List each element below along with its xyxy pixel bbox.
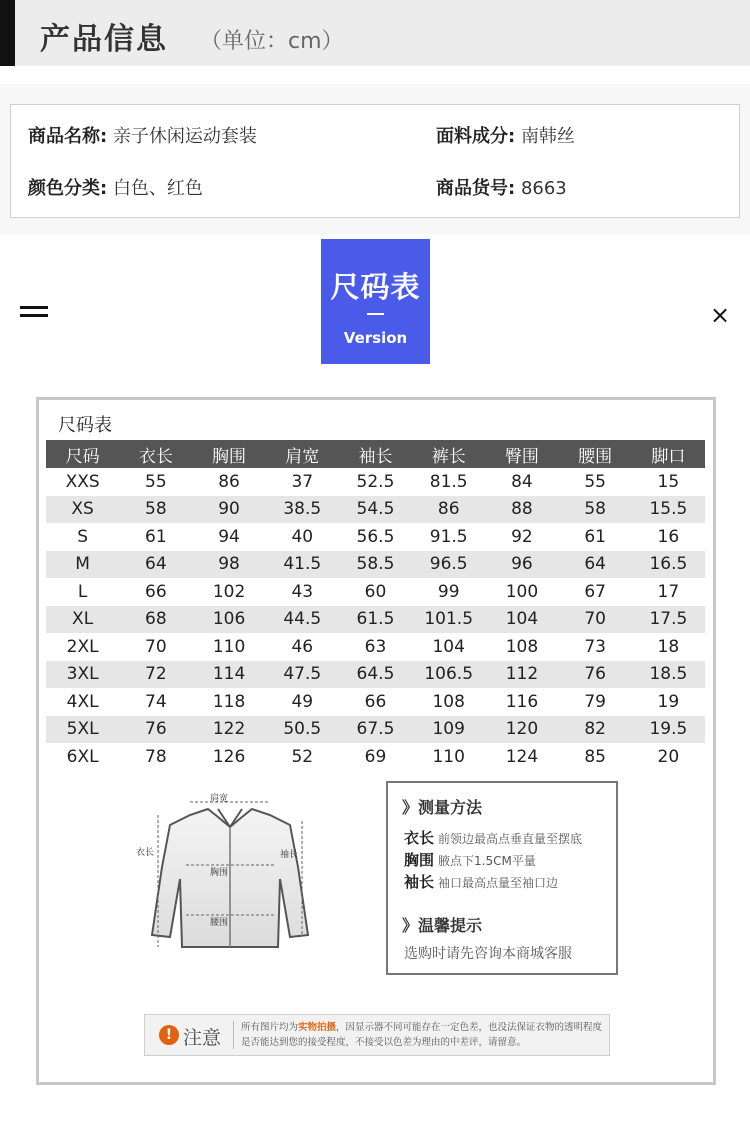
chest-label: 胸围	[210, 868, 229, 878]
table-cell: 114	[192, 661, 265, 689]
table-cell: 58	[119, 496, 192, 524]
notice-text	[241, 1020, 603, 1050]
product-sku-label: 商品货号:	[436, 178, 516, 199]
table-cell: 70	[559, 606, 632, 634]
table-cell: S	[77, 526, 88, 547]
size-table-column-header: 肩宽	[266, 440, 339, 468]
table-cell: 68	[119, 606, 192, 634]
size-table-column-header: 脚口	[632, 440, 705, 468]
table-cell: 81.5	[429, 471, 468, 492]
table-cell: 92	[511, 526, 533, 547]
page-title: 产品信息	[40, 22, 168, 57]
table-cell: 37	[291, 471, 314, 492]
table-cell: 58	[559, 496, 632, 524]
table-cell: 70	[145, 636, 167, 657]
waist-label: 腰围	[210, 918, 229, 928]
table-cell: 15.5	[632, 496, 705, 524]
tips-heading: 》温馨提示	[402, 916, 483, 935]
product-color-value: 白色、红色	[112, 178, 203, 199]
table-cell: 66	[364, 691, 387, 712]
table-cell: 110	[432, 746, 465, 767]
header-accent-bar	[0, 0, 15, 66]
table-cell: 118	[212, 691, 246, 712]
table-cell: 61	[584, 526, 606, 547]
table-cell: 66	[145, 581, 167, 602]
table-cell: 5XL	[46, 716, 119, 744]
table-cell: L	[77, 581, 88, 602]
table-cell: 19	[657, 691, 680, 712]
table-cell: 55	[584, 471, 606, 492]
table-cell: 46	[291, 636, 314, 657]
table-cell: 2XL	[66, 636, 99, 657]
size-table	[46, 440, 705, 771]
badge-subtitle: Version	[343, 329, 408, 347]
table-cell: 54.5	[339, 496, 412, 524]
table-cell: 18.5	[632, 661, 705, 689]
table-cell: 86	[412, 496, 485, 524]
size-table-body	[46, 468, 705, 771]
size-table-column-header: 臀围	[485, 440, 558, 468]
table-cell: 18	[657, 636, 680, 657]
measure-item	[404, 827, 582, 848]
table-cell: 17.5	[632, 606, 705, 634]
product-sku	[436, 174, 567, 200]
table-cell: 104	[485, 606, 558, 634]
table-cell: 43	[291, 581, 314, 602]
table-cell: 20	[657, 746, 680, 767]
table-cell: 99	[437, 581, 460, 602]
table-cell: 52.5	[356, 471, 395, 492]
table-row	[46, 688, 705, 716]
notice-box	[144, 1014, 610, 1056]
size-chart-title: 尺码表	[58, 415, 112, 436]
table-cell: 88	[485, 496, 558, 524]
table-cell: 49	[291, 691, 314, 712]
notice-text-end: ，因显示器不同可能存在一定色差，也没法保证衣物的透明程度是否能达到您的接受程度，不接受以色差为理由的中差评，请留意。	[241, 1022, 603, 1048]
size-table-column-header: 胸围	[192, 440, 265, 468]
table-cell: 76	[119, 716, 192, 744]
table-cell: 72	[119, 661, 192, 689]
size-table-column-header: 袖长	[339, 440, 412, 468]
notice-label: 注意	[183, 1027, 222, 1049]
table-cell: 110	[212, 636, 246, 657]
size-table-column-header: 衣长	[119, 440, 192, 468]
table-row	[46, 551, 705, 579]
close-icon[interactable]: ×	[710, 301, 731, 329]
table-row	[46, 633, 705, 661]
table-cell: 55	[145, 471, 167, 492]
table-cell: 41.5	[266, 551, 339, 579]
warning-icon: !	[159, 1025, 179, 1045]
table-cell: 16.5	[632, 551, 705, 579]
table-row	[46, 661, 705, 689]
table-row	[46, 578, 705, 606]
table-cell: 16	[657, 526, 680, 547]
product-color-label: 颜色分类:	[28, 178, 108, 199]
table-cell: 84	[511, 471, 533, 492]
table-cell: 64.5	[339, 661, 412, 689]
tips-text: 选购时请先咨询本商城客服	[404, 946, 572, 962]
measure-item-label: 胸围	[404, 851, 435, 869]
table-cell: 6XL	[66, 746, 99, 767]
product-fabric	[436, 122, 575, 148]
table-cell: 104	[432, 636, 465, 657]
table-cell: 96.5	[412, 551, 485, 579]
table-cell: 17	[657, 581, 680, 602]
table-cell: 67	[584, 581, 606, 602]
sleeve-label: 袖长	[280, 850, 299, 860]
shirt-measurement-diagram	[130, 787, 330, 957]
table-cell: 63	[364, 636, 387, 657]
table-row	[46, 716, 705, 744]
table-row	[46, 468, 705, 496]
table-cell: XL	[46, 606, 119, 634]
table-cell: 101.5	[412, 606, 485, 634]
table-row	[46, 743, 705, 771]
notice-text-start: 所有图片均为	[241, 1022, 299, 1033]
table-cell: 76	[559, 661, 632, 689]
product-fabric-value: 南韩丝	[520, 126, 575, 147]
product-sku-value: 8663	[520, 178, 567, 199]
table-cell: XS	[46, 496, 119, 524]
table-cell: 64	[559, 551, 632, 579]
measurement-method-box	[386, 781, 618, 975]
size-table-column-header: 尺码	[46, 440, 119, 468]
table-cell: 56.5	[356, 526, 395, 547]
table-cell: 69	[364, 746, 387, 767]
table-cell: 79	[584, 691, 606, 712]
table-row	[46, 496, 705, 524]
shoulder-label: 肩宽	[210, 794, 229, 804]
badge-divider	[367, 313, 384, 315]
measure-item-label: 衣长	[404, 829, 435, 847]
product-name	[28, 122, 257, 148]
table-cell: 67.5	[339, 716, 412, 744]
measure-item-label: 袖长	[404, 873, 435, 891]
table-cell: 124	[505, 746, 539, 767]
length-label: 衣长	[136, 848, 155, 858]
table-cell: 82	[559, 716, 632, 744]
table-cell: 112	[485, 661, 558, 689]
table-cell: 73	[584, 636, 606, 657]
table-row	[46, 606, 705, 634]
table-cell: 58.5	[339, 551, 412, 579]
table-cell: 74	[145, 691, 167, 712]
table-cell: 85	[584, 746, 606, 767]
table-cell: 38.5	[266, 496, 339, 524]
table-cell: 44.5	[266, 606, 339, 634]
product-name-value: 亲子休闲运动套装	[112, 126, 257, 147]
measure-item	[404, 871, 558, 892]
product-color	[28, 174, 203, 200]
table-cell: 108	[505, 636, 539, 657]
table-cell: 40	[291, 526, 314, 547]
menu-icon[interactable]	[20, 306, 48, 320]
notice-highlight: 实物拍摄	[298, 1022, 337, 1033]
table-cell: 4XL	[66, 691, 99, 712]
table-cell: 108	[432, 691, 465, 712]
table-cell: 61.5	[339, 606, 412, 634]
table-cell: 116	[505, 691, 539, 712]
size-table-column-header: 裤长	[412, 440, 485, 468]
notice-divider	[233, 1021, 234, 1049]
table-cell: 106	[192, 606, 265, 634]
table-cell: 96	[485, 551, 558, 579]
table-cell: 90	[192, 496, 265, 524]
table-cell: M	[46, 551, 119, 579]
table-cell: 126	[212, 746, 246, 767]
table-cell: 106.5	[412, 661, 485, 689]
table-cell: 3XL	[46, 661, 119, 689]
table-cell: 64	[119, 551, 192, 579]
table-cell: XXS	[65, 471, 100, 492]
measure-item-text: 腋点下1.5CM平量	[438, 854, 536, 868]
table-cell: 78	[145, 746, 167, 767]
table-cell: 94	[218, 526, 240, 547]
table-cell: 98	[192, 551, 265, 579]
table-cell: 102	[212, 581, 246, 602]
table-cell: 122	[192, 716, 265, 744]
measure-item	[404, 849, 536, 870]
table-row	[46, 523, 705, 551]
measure-item-text: 前领边最高点垂直量至摆底	[438, 832, 583, 846]
table-cell: 100	[505, 581, 539, 602]
table-cell: 19.5	[632, 716, 705, 744]
table-cell: 91.5	[429, 526, 468, 547]
table-cell: 60	[364, 581, 387, 602]
product-fabric-label: 面料成分:	[436, 126, 516, 147]
size-table-header	[46, 440, 705, 468]
table-cell: 120	[485, 716, 558, 744]
size-table-column-header: 腰围	[559, 440, 632, 468]
table-cell: 50.5	[266, 716, 339, 744]
table-cell: 109	[412, 716, 485, 744]
table-cell: 52	[291, 746, 314, 767]
table-cell: 47.5	[266, 661, 339, 689]
product-name-label: 商品名称:	[28, 126, 108, 147]
table-cell: 15	[657, 471, 680, 492]
table-cell: 61	[145, 526, 167, 547]
measure-item-text: 袖口最高点量至袖口边	[438, 876, 559, 890]
unit-label: （单位：cm）	[200, 29, 344, 54]
measure-heading: 》测量方法	[402, 798, 483, 817]
size-chart-badge	[321, 239, 430, 364]
table-cell: 86	[218, 471, 240, 492]
badge-title: 尺码表	[330, 270, 421, 304]
